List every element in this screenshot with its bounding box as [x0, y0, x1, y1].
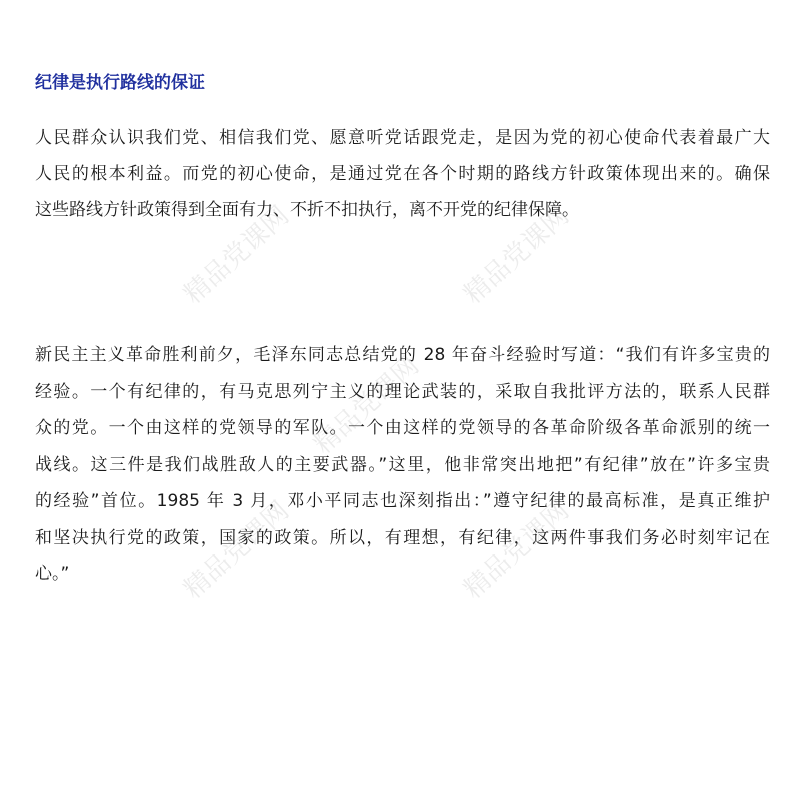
- watermark: 精品党课网: [178, 200, 296, 311]
- paragraph-line: 心。”: [35, 564, 70, 584]
- watermark: 精品党课网: [458, 200, 576, 311]
- paragraph-line: 和坚决执行党的政策，国家的政策。所以，有理想，有纪律，这两件事我们务必时刻牢记在: [35, 527, 770, 548]
- paragraph-1: [35, 120, 770, 228]
- paragraph-line: 战线。这三件是我们战胜敌人的主要武器。”这里，他非常突出地把”有纪律”放在”许多宝贵: [35, 454, 770, 475]
- paragraph-2: [35, 337, 770, 593]
- paragraph-line: 人民的根本利益。而党的初心使命，是通过党在各个时期的路线方针政策体现出来的。确保: [35, 164, 770, 184]
- watermark: 精品党课网: [308, 350, 426, 461]
- paragraph-line: 人民群众认识我们党、相信我们党、愿意听党话跟党走，是因为党的初心使命代表着最广大: [35, 128, 770, 148]
- section-heading: 纪律是执行路线的保证: [35, 73, 205, 93]
- paragraph-line: 的经验”首位。1985 年 3 月，邓小平同志也深刻指出：”遵守纪律的最高标准，是真正维护: [35, 491, 770, 511]
- paragraph-line: 新民主主义革命胜利前夕，毛泽东同志总结党的 28 年奋斗经验时写道：“我们有许多宝贵的: [35, 345, 770, 365]
- paragraph-line: 这些路线方针政策得到全面有力、不折不扣执行，离不开党的纪律保障。: [35, 200, 579, 220]
- watermark: 精品党课网: [178, 495, 296, 606]
- paragraph-line: 经验。一个有纪律的，有马克思列宁主义的理论武装的，采取自我批评方法的，联系人民群: [35, 381, 770, 402]
- watermark: 精品党课网: [458, 495, 576, 606]
- paragraph-line: 众的党。一个由这样的党领导的军队。一个由这样的党领导的各革命阶级各革命派别的统一: [35, 418, 770, 438]
